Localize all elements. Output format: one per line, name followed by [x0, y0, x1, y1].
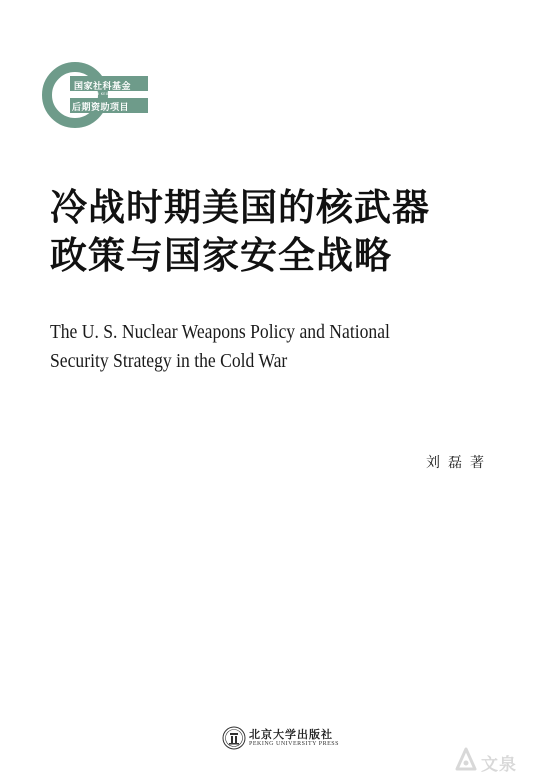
watermark — [455, 747, 541, 773]
english-title-line1: The U. S. Nuclear Weapons Policy and National — [50, 321, 390, 343]
badge-line2: 后期资助项目 — [72, 103, 130, 113]
peking-university-emblem-icon — [222, 726, 246, 750]
publisher-block — [222, 723, 342, 753]
author-credit: 刘磊著 — [426, 455, 492, 471]
english-title — [50, 318, 420, 376]
badge-line1: 国家社科基金 — [74, 82, 132, 92]
wenquan-logo-icon — [455, 747, 477, 773]
publisher-name-zh: 北京大学出版社 — [249, 728, 333, 741]
chinese-title — [50, 183, 510, 279]
badge-pinyin: GUOJIA SHEHUI KEXUE JIJIN HOUQI ZIZHU XIANGMU — [70, 92, 170, 96]
chinese-title-line1: 冷战时期美国的核武器 — [50, 185, 430, 229]
fund-badge — [40, 60, 170, 130]
english-title-line2: Security Strategy in the Cold War — [50, 350, 288, 372]
chinese-title-line2: 政策与国家安全战略 — [50, 233, 392, 277]
publisher-name-en: PEKING UNIVERSITY PRESS — [249, 741, 339, 747]
watermark-text: 文泉 — [481, 755, 517, 775]
